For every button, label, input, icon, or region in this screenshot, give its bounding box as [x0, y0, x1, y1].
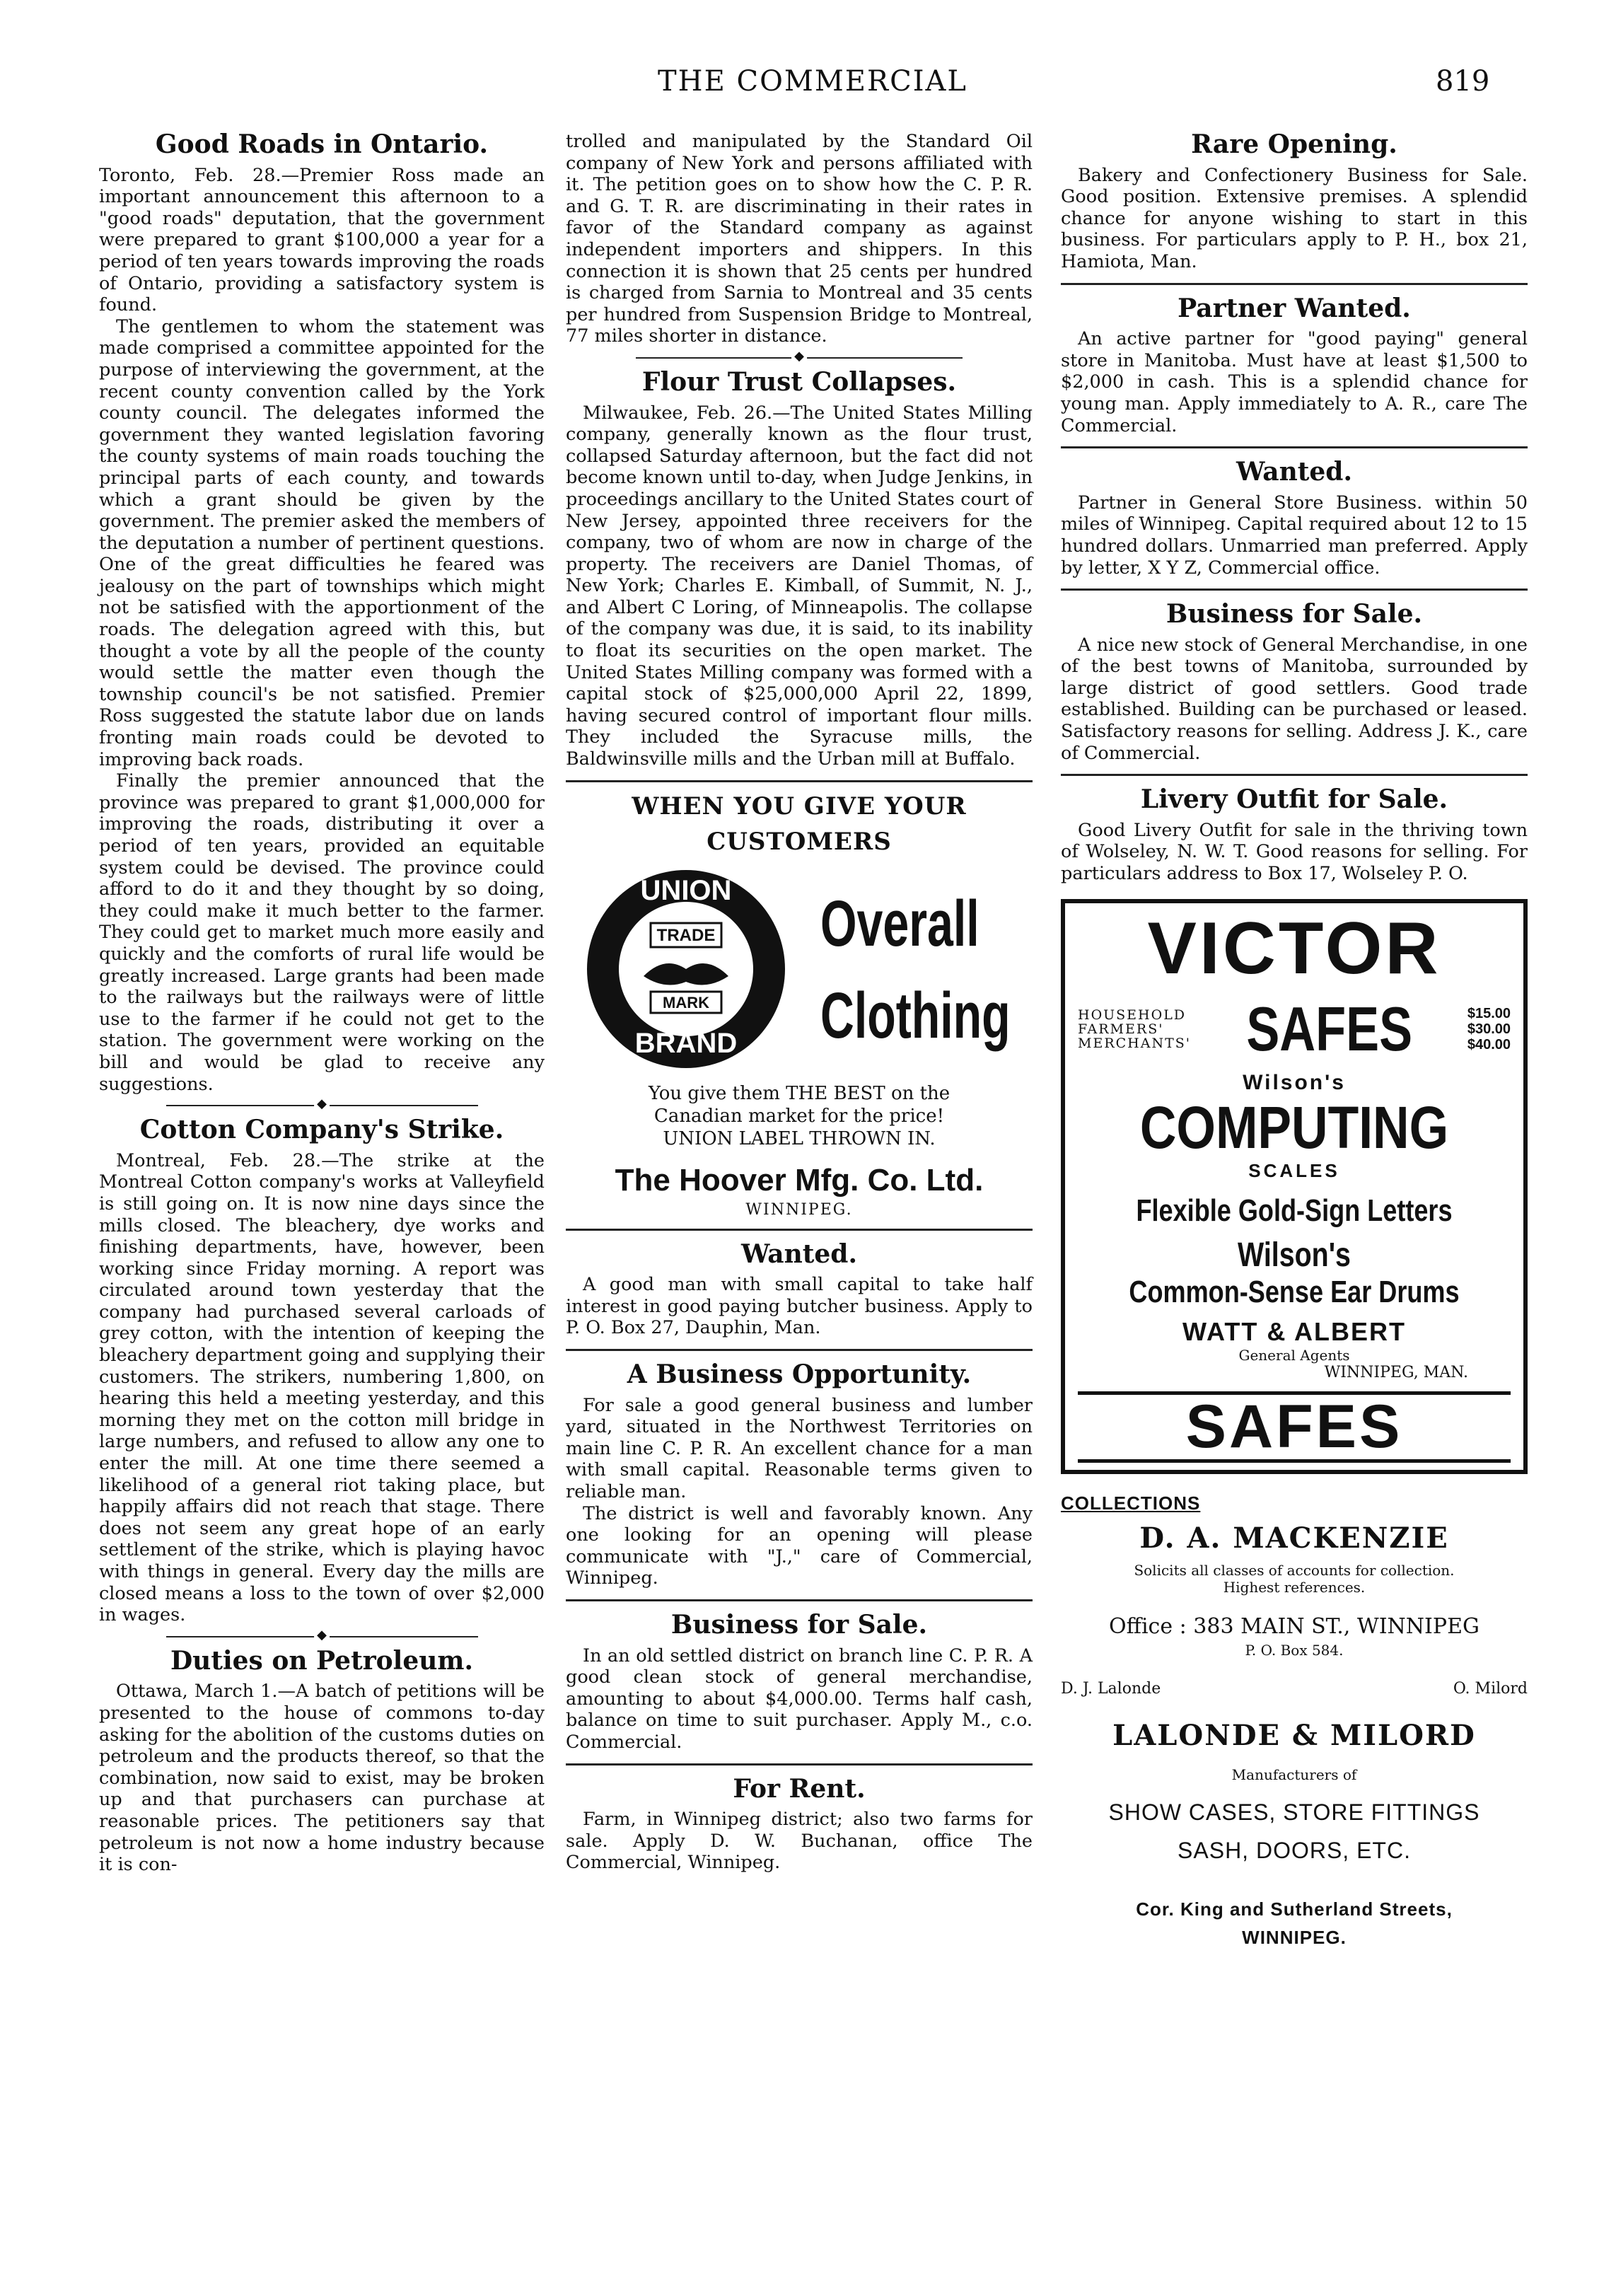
- po-box: P. O. Box 584.: [1245, 1641, 1344, 1659]
- article-paragraph: Toronto, Feb. 28.—Premier Ross made an important announcement this afternoon to a "good roads" deputation, that the government were prepared to grant $100,000 a year for a period of ten years towards improving the roads of Ontario, providing a satisfactory system is found.: [99, 164, 545, 316]
- general-agents: General Agents: [1238, 1347, 1350, 1364]
- article-title-cotton-strike: Cotton Company's Strike.: [139, 1115, 504, 1145]
- ad-text: An active partner for "good paying" general store in Manitoba. Must have at least $1,500 to $2,000 in cash. This is a splendid chance for young man. Apply immediately to A. R., care The Commercial.: [1061, 328, 1528, 436]
- safe-price: $15.00: [1467, 1005, 1511, 1021]
- rule: [566, 1349, 1033, 1351]
- lalonde-firm: LALONDE & MILORD: [1112, 1718, 1476, 1752]
- logo-text-trade: TRADE: [656, 925, 716, 945]
- victor-safes-ad: [1061, 899, 1528, 1474]
- handshake-logo-icon: [566, 863, 806, 1075]
- logo-text-mark: MARK: [663, 993, 709, 1011]
- collections-line: Highest references.: [1223, 1578, 1366, 1596]
- ad-text: A nice new stock of General Merchandise, in one of the best towns of Manitoba, surrounded by large district of good settlers. Good trade established. Building can be purchased or leased. Satisfactory reasons for selling. Address J. K., care of Commercial.: [1061, 634, 1528, 764]
- ad-line: Canadian market for the price!: [653, 1105, 945, 1127]
- rule: [566, 1599, 1033, 1601]
- column-1: [99, 131, 545, 1876]
- ad-text: For sale a good general business and lumber yard, situated in the Northwest Territories on main line C. P. R. An excellent chance for a man with small capital. Reasonable terms given to reliable man.: [566, 1394, 1033, 1502]
- logo-text-union: UNION: [640, 874, 732, 906]
- safe-price: $30.00: [1467, 1021, 1511, 1037]
- ad-line: You give them THE BEST on the: [648, 1082, 951, 1104]
- union-logo-block: [566, 863, 1033, 1075]
- rule: [1061, 446, 1528, 448]
- ear-drums: Common-Sense Ear Drums: [1129, 1275, 1460, 1310]
- ad-title-for-rent: For Rent.: [733, 1773, 866, 1804]
- safes-word: SAFES: [1246, 993, 1412, 1064]
- safes-row: [1078, 993, 1511, 1065]
- ad-text: The district is well and favorably known. Any one looking for an opening will please communicate with "J.," care of Commercial, Winnipeg.: [566, 1502, 1033, 1589]
- victor-brand: VICTOR: [1147, 907, 1441, 990]
- lalonde-city: WINNIPEG.: [1242, 1926, 1347, 1948]
- ad-title-business-sale: Business for Sale.: [1166, 599, 1423, 630]
- ad-title-business-sale: Business for Sale.: [670, 1609, 928, 1640]
- article-continuation: trolled and manipulated by the Standard Oil company of New York and persons affiliated with it. The petition goes on to show how the C. P. R. and G. T. R. are discriminating in their rates in favor of the Standard company as against independent importers and shippers. In this connection it is shown that 25 cents per hundred is charged from Sarnia to Montreal and 35 cents per hundred from Suspension Bridge to Montreal, 77 miles shorter in distance.: [566, 131, 1033, 347]
- article-title-petroleum: Duties on Petroleum.: [170, 1645, 474, 1676]
- mackenzie-name: D. A. MACKENZIE: [1139, 1521, 1449, 1555]
- article-paragraph: The gentlemen to whom the statement was made comprised a committee appointed for the purpose of interviewing the government, at the recent county convention called by the York county council. The delegates informed the government they wanted legislation favoring the county systems of main roads touching the principal parts of each county, and towards which a grant should be given by the government. The premier asked the members of the deputation a number of pertinent questions. One of the great difficulties he feared was jealousy on the part of townships which might not be satisfied with the apportionment of the roads. The delegation agreed with this, but thought a vote by all the people of the county would settle the matter even though the township council's be not satisfied. Premier Ross suggested the statute labor due on lands fronting main roads could be devoted to improving back roads.: [99, 315, 545, 770]
- ad-text: Bakery and Confectionery Business for Sale. Good position. Extensive premises. A splendid chance for anyone wishing to start in this business. For particulars apply to P. H., box 21, Hamiota, Man.: [1061, 164, 1528, 272]
- ad-title-opportunity: A Business Opportunity.: [627, 1359, 972, 1389]
- ad-city: WINNIPEG.: [745, 1200, 853, 1219]
- ad-title-wanted: Wanted.: [1236, 457, 1353, 487]
- ad-title-livery: Livery Outfit for Sale.: [1140, 784, 1448, 815]
- article-title-good-roads: Good Roads in Ontario.: [155, 129, 489, 159]
- article-paragraph: Milwaukee, Feb. 26.—The United States Milling company, generally known as the flour trust, collapsed Saturday afternoon, but the fact did not become known until to-day, when Judge Jenkins, in proceedings ancillary to the United States court of New Jersey, appointed three receivers for the company, two of whom are now in charge of the property. The receivers are Daniel Thomas, of New York; Charles E. Kimball, of Summit, N. J., and Albert C Loring, of Minneapolis. The collapse of the company was due, it is said, to its inability to float its securities on the open market. The United States Milling company was formed with a capital stock of $25,000,000 April 22, 1899, having secured control of important flour mills. They included the Syracuse mills, the Baldwinsville mills and the Urban mill at Buffalo.: [566, 402, 1033, 770]
- ad-company: The Hoover Mfg. Co. Ltd.: [615, 1162, 984, 1198]
- wilsons-label: Wilson's: [1243, 1070, 1346, 1094]
- ad-headline: WHEN YOU GIVE YOUR: [632, 792, 967, 821]
- products-line: SHOW CASES, STORE FITTINGS: [1108, 1799, 1480, 1825]
- rule: [1061, 774, 1528, 776]
- agents-name: WATT & ALBERT: [1182, 1317, 1406, 1347]
- gold-sign-letters: Flexible Gold-Sign Letters: [1136, 1193, 1453, 1229]
- rule: [1061, 589, 1528, 591]
- article-title-flour-trust: Flour Trust Collapses.: [641, 366, 957, 397]
- partner-names: [1061, 1680, 1528, 1698]
- article-paragraph: Montreal, Feb. 28.—The strike at the Montreal Cotton company's works at Valleyfield is still going on. It is now nine days since the mills closed. The bleachery, dye works and finishing departments, have, however, been working since Friday morning. A report was circulated around town yesterday that the company had purchased several carloads of grey cotton, with the intention of keeping the bleachery department going and supplying their customers. The strikers, numbering 1,800, on hearing this held a meeting yesterday, and this morning they met on the cotton mill bridge in large numbers, and refused to allow any one to enter the mill. At one time there seemed a likelihood of a general riot taking place, but happily affairs did not reach that stage. There does not seem any great hope of an early settlement of the strike, which is playing havoc with things in general. Every day the mills are closed means a loss to the town of over $2,000 in wages.: [99, 1149, 545, 1626]
- partner-left: D. J. Lalonde: [1061, 1679, 1161, 1698]
- rule: [1061, 283, 1528, 285]
- ad-text: A good man with small capital to take half interest in good paying butcher business. Apply to P. O. Box 27, Dauphin, Man.: [566, 1274, 1033, 1339]
- collections-heading: COLLECTIONS: [1061, 1492, 1201, 1514]
- rule: [566, 780, 1033, 782]
- union-brand-ad: [566, 792, 1033, 1219]
- ad-line: UNION LABEL THROWN IN.: [663, 1127, 936, 1149]
- safes-bottom-band: [1078, 1391, 1511, 1462]
- agents-city: WINNIPEG, MAN.: [1324, 1364, 1468, 1382]
- scales-word: SCALES: [1248, 1160, 1340, 1182]
- ad-text: Partner in General Store Business. within 50 miles of Winnipeg. Capital required about 12 to 15 hundred dollars. Unmarried man preferred. Apply by letter, X Y Z, Commercial office.: [1061, 492, 1528, 579]
- separator: [166, 1105, 478, 1106]
- article-paragraph: Ottawa, March 1.—A batch of petitions will be presented to the house of commons to-day asking for the abolition of the customs duties on petroleum and the products thereof, so that the combination, now said to exist, may be broken up and that purchasers can purchase at reasonable prices. The petitioners say that petroleum is not now a home industry because it is con-: [99, 1681, 545, 1876]
- ad-text: In an old settled district on branch line C. P. R. A good clean stock of general merchandise, amounting to about $4,000.00. Terms half cash, balance on time to suit purchaser. Apply M., c.o. Commercial.: [566, 1645, 1033, 1753]
- separator: [636, 357, 963, 359]
- partner-right: O. Milord: [1453, 1679, 1528, 1698]
- safe-label: HOUSEHOLD: [1078, 1007, 1187, 1023]
- ad-title-rare-opening: Rare Opening.: [1191, 129, 1397, 159]
- rule: [566, 1763, 1033, 1766]
- wilsons-ear: Wilson's: [1238, 1236, 1351, 1275]
- logo-text-brand: BRAND: [634, 1027, 738, 1059]
- rule: [566, 1229, 1033, 1231]
- page-header: [0, 65, 1616, 108]
- safe-prices: [1467, 1006, 1511, 1053]
- manufacturers-of: Manufacturers of: [1231, 1766, 1357, 1783]
- ad-big-overall: Overall: [820, 887, 980, 960]
- column-2: [566, 131, 1033, 1874]
- safe-label: FARMERS': [1078, 1021, 1164, 1037]
- separator: [166, 1636, 478, 1637]
- safes-bottom: SAFES: [1185, 1393, 1403, 1461]
- ad-title-wanted: Wanted.: [740, 1239, 858, 1269]
- publication-title: THE COMMERCIAL: [658, 65, 967, 98]
- article-paragraph: Finally the premier announced that the province was prepared to grant $1,000,000 for improving the roads, distributing it over a period of ten years, provided an equitable system could be devised. The province could afford to do it and they thought by so doing, they could make it much better to the farmer. They could get to market much more easily and quickly and the comforts of rural life would be greatly increased. Large grants had been made to the railways but the railways were of little use to the farmer if he could not get to the station. The government were working on the bill and would be glad to receive any suggestions.: [99, 770, 545, 1095]
- office-address: Office : 383 MAIN ST., WINNIPEG: [1109, 1613, 1480, 1639]
- ad-headline: CUSTOMERS: [707, 827, 892, 856]
- lalonde-address: Cor. King and Sutherland Streets,: [1136, 1898, 1453, 1920]
- safe-label: MERCHANTS': [1078, 1035, 1191, 1051]
- column-3: [1061, 131, 1528, 1952]
- ad-title-partner-wanted: Partner Wanted.: [1178, 293, 1411, 323]
- safe-price: $40.00: [1467, 1036, 1511, 1053]
- products-line: SASH, DOORS, ETC.: [1178, 1837, 1411, 1863]
- safe-labels: [1078, 1008, 1191, 1050]
- ad-text: Good Livery Outfit for sale in the thriving town of Wolseley, N. W. T. Good reasons for selling. For particulars address to Box 17, Wolseley P. O.: [1061, 819, 1528, 885]
- ad-text: Farm, in Winnipeg district; also two farms for sale. Apply D. W. Buchanan, office The Commercial, Winnipeg.: [566, 1809, 1033, 1874]
- computing-word: COMPUTING: [1139, 1094, 1449, 1161]
- collections-line: Solicits all classes of accounts for collection.: [1134, 1561, 1455, 1579]
- ad-big-clothing: Clothing: [820, 979, 1011, 1052]
- page-number: 819: [1436, 65, 1490, 98]
